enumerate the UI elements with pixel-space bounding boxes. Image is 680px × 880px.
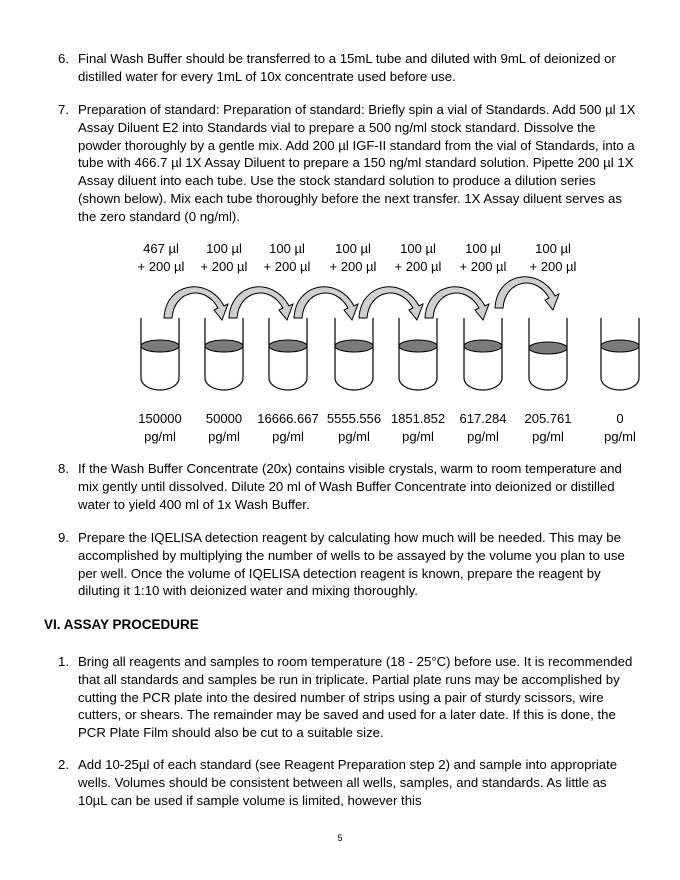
item-number: 7. [58,102,69,117]
concentration-label: 0 pg/ml [604,411,636,444]
transfer-arrows [164,277,559,320]
test-tube-icon [141,318,179,390]
item-number: 9. [58,530,69,545]
curved-arrow-icon [294,287,358,320]
item-number: 1. [58,654,69,669]
test-tube-icon [205,318,243,390]
dilution-diagram [0,238,680,448]
concentration-label: 16666.667 pg/ml [257,411,319,444]
volume-label: 100 µl + 200 µl [459,241,507,274]
curved-arrow-icon [495,277,559,310]
test-tube-icon [529,318,567,390]
list-item-6 [58,50,638,86]
concentration-label: 617.284 pg/ml [459,411,507,444]
item-text: Preparation of standard: Preparation of standard: Briefly spin a vial of Standards. Add 500 µl 1X Assay Diluent E2 into Standards vial to prepare a 500 ng/ml stock standard. Dissolve the powder thoroughly by a gentle mix. Add 200 µl IGF-II standard from the vial of Standards, into a tube with 466.7 µl 1X Assay Diluent to prepare a 150 ng/ml standard solution. Pipette 200 µl 1X Assay diluent into each tube. Use the stock standard solution to produce a dilution series (shown below). Mix each tube thoroughly before the next transfer. 1X Assay diluent serves as the zero standard (0 ng/ml). [78,102,636,224]
curved-arrow-icon [425,287,489,320]
concentration-label: 50000 pg/ml [205,411,243,444]
test-tube-icon [335,318,373,390]
item-text: Final Wash Buffer should be transferred to a 15mL tube and diluted with 9mL of deionized or distilled water for every 1mL of 10x concentrate used before use. [78,51,616,84]
tube-row [141,318,639,390]
item-text: Bring all reagents and samples to room temperature (18 - 25°C) before use. It is recommended that all standards and samples be run in triplicate. Partial plate runs may be accomplished by cutting the PCR plate into the desired number of strips using a pair of sturdy scissors, wire cutters, or shears. The remainder may be saved and used for a later date. If this is done, the PCR Plate Film should also be cut to a suitable size. [78,654,633,741]
concentration-label: 5555.556 pg/ml [326,411,382,444]
procedure-step-2 [58,756,638,809]
test-tube-icon [601,318,639,390]
procedure-step-1 [58,653,638,742]
curved-arrow-icon [164,287,228,320]
test-tube-icon [399,318,437,390]
concentration-label: 150000 pg/ml [138,411,182,444]
volume-label: 467 µl + 200 µl [137,241,185,274]
test-tube-icon [269,318,307,390]
section-heading: VI. ASSAY PROCEDURE [44,617,199,632]
volume-label: 100 µl + 200 µl [329,241,377,274]
concentration-label: 205.761 pg/ml [524,411,572,444]
item-number: 2. [58,757,69,772]
concentration-label: 1851.852 pg/ml [390,411,446,444]
item-number: 8. [58,461,69,476]
list-item-7 [58,101,638,226]
volume-label: 100 µl + 200 µl [529,241,577,274]
page-number: 5 [337,833,343,843]
test-tube-icon [464,318,502,390]
item-text: Prepare the IQELISA detection reagent by calculating how much will be needed. This may be accomplished by multiplying the number of wells to be assayed by the volume you plan to use per well. Once the volume of IQELISA detection reagent is known, prepare the reagent by diluting it 1:10 with deionized water and mixing thoroughly. [78,530,625,599]
volume-label: 100 µl + 200 µl [200,241,248,274]
curved-arrow-icon [359,287,423,320]
list-item-9 [58,529,638,600]
volume-label: 100 µl + 200 µl [394,241,442,274]
volume-label: 100 µl + 200 µl [263,241,311,274]
item-number: 6. [58,51,69,66]
item-text: If the Wash Buffer Concentrate (20x) contains visible crystals, warm to room temperature and mix gently until dissolved. Dilute 20 ml of Wash Buffer Concentrate into deionized or distilled water to yield 400 ml of 1x Wash Buffer. [78,461,622,512]
list-item-8 [58,460,638,513]
curved-arrow-icon [229,287,293,320]
item-text: Add 10-25µl of each standard (see Reagent Preparation step 2) and sample into appropriate wells. Volumes should be consistent between all wells, samples, and standards. As little as 10µL can be used if sample volume is limited, however this [78,757,618,808]
